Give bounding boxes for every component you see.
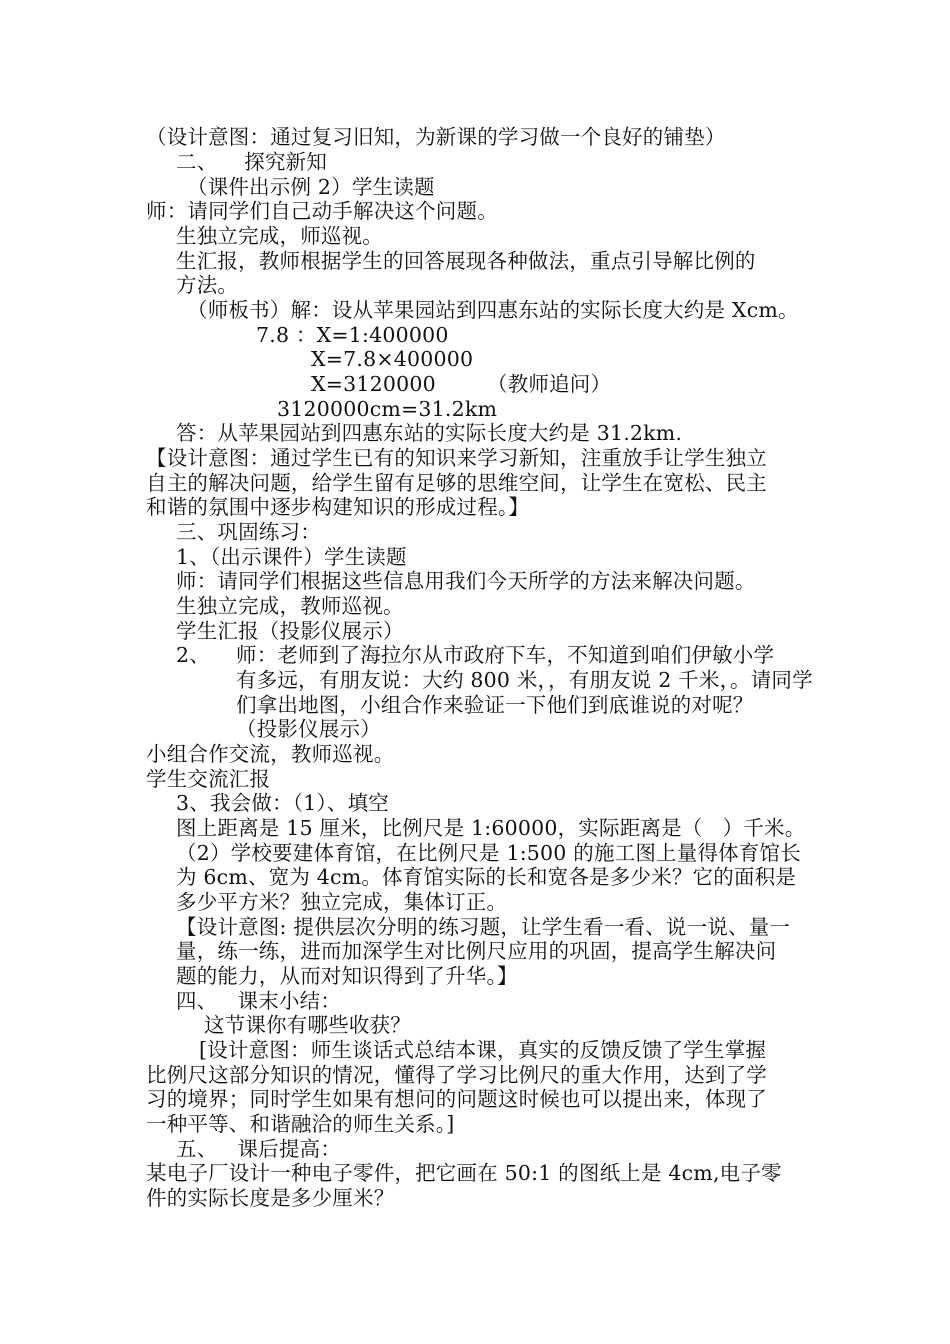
example-2-intro: （课件出示例 2）学生读题 — [187, 175, 435, 199]
student-exchange-report: 学生交流汇报 — [146, 767, 271, 791]
design-intent-practice-line2: 量，练一练，进而加深学生对比例尺应用的巩固，提高学生解决问 — [176, 939, 777, 963]
design-intent-review: （设计意图：通过复习旧知，为新课的学习做一个良好的铺垫） — [146, 125, 726, 149]
practice-3-fill-blank: 图上距离是 15 厘米，比例尺是 1:60000，实际距离是（ ）千米。 — [176, 816, 806, 840]
section-heading-explore: 二、 探究新知 — [176, 150, 328, 174]
practice-2-line3: 们拿出地图，小组合作来验证一下他们到底谁说的对呢？ — [236, 693, 754, 717]
practice-2-projector: （投影仪展示） — [236, 717, 381, 741]
answer-line: 答：从苹果园站到四惠东站的实际长度大约是 31.2km. — [176, 421, 683, 445]
design-intent-summary-line4: 一种平等、和谐融洽的师生关系。] — [146, 1112, 455, 1136]
equation-step-1: 7.8 ：X=1:400000 — [256, 323, 449, 347]
practice-2-line2: 有多远，有朋友说：大约 800 米，，有朋友说 2 千米，。请同学 — [236, 668, 813, 692]
practice-3-heading: 3、我会做：（1）、填空 — [176, 791, 389, 815]
design-intent-new-line2: 自主的解决问题，给学生留有足够的思维空间，让学生在宽松、民主 — [146, 471, 767, 495]
extension-problem-line1: 某电子厂设计一种电子零件，把它画在 50:1 的图纸上是 4cm,电子零 — [146, 1161, 782, 1185]
practice-2-number: 2、 — [176, 643, 210, 667]
unit-conversion: 3120000cm=31.2km — [277, 397, 498, 421]
equation-step-2: X=7.8×400000 — [311, 347, 474, 371]
student-report-line2: 方法。 — [176, 273, 239, 297]
teacher-follow-up: （教师追问） — [487, 372, 612, 396]
design-intent-summary-line1: [设计意图：师生谈话式总结本课，真实的反馈反馈了学生掌握 — [199, 1038, 767, 1062]
practice-3-gym-line1: （2）学校要建体育馆，在比例尺是 1:500 的施工图上量得体育馆长 — [176, 841, 801, 865]
group-discussion: 小组合作交流，教师巡视。 — [146, 742, 395, 766]
design-intent-new-line1: 【设计意图：通过学生已有的知识来学习新知，注重放手让学生独立 — [146, 446, 767, 470]
practice-1-instruction: 师：请同学们根据这些信息用我们今天所学的方法来解决问题。 — [176, 569, 756, 593]
practice-1-intro: 1、（出示课件）学生读题 — [176, 545, 407, 569]
summary-question: 这节课你有哪些收获？ — [204, 1013, 411, 1037]
board-solution-setup: （师板书）解：设从苹果园站到四惠东站的实际长度大约是 Xcm。 — [187, 298, 799, 322]
design-intent-summary-line2: 比例尺这部分知识的情况，懂得了学习比例尺的重大作用，达到了学 — [146, 1063, 767, 1087]
practice-3-gym-line2: 为 6cm、宽为 4cm。体育馆实际的长和宽各是多少米？它的面积是 — [176, 865, 797, 889]
practice-3-gym-line3: 多少平方米？独立完成，集体订正。 — [176, 890, 508, 914]
design-intent-practice-line3: 题的能力，从而对知识得到了升华。】 — [176, 964, 518, 988]
student-report-line1: 生汇报，教师根据学生的回答展现各种做法，重点引导解比例的 — [176, 249, 756, 273]
extension-problem-line2: 件的实际长度是多少厘米？ — [146, 1186, 395, 1210]
practice-2-line1: 师：老师到了海拉尔从市政府下车，不知道到咱们伊敏小学 — [236, 643, 775, 667]
design-intent-new-line3: 和谐的氛围中逐步构建知识的形成过程。】 — [146, 495, 530, 519]
teacher-instruction: 师：请同学们自己动手解决这个问题。 — [146, 199, 498, 223]
section-heading-extension: 五、 课后提高： — [176, 1137, 342, 1161]
section-heading-summary: 四、 课末小结： — [176, 989, 342, 1013]
equation-step-3: X=3120000 — [311, 372, 436, 396]
practice-1-solo-work: 生独立完成，教师巡视。 — [176, 594, 404, 618]
section-heading-practice: 三、巩固练习： — [176, 520, 321, 544]
design-intent-practice-line1: 【设计意图: 提供层次分明的练习题，让学生看一看、说一说、量一 — [176, 915, 791, 939]
student-solo-work: 生独立完成，师巡视。 — [176, 224, 383, 248]
design-intent-summary-line3: 习的境界；同时学生如果有想问的问题这时候也可以提出来，体现了 — [146, 1087, 767, 1111]
practice-1-report: 学生汇报（投影仪展示） — [176, 619, 404, 643]
